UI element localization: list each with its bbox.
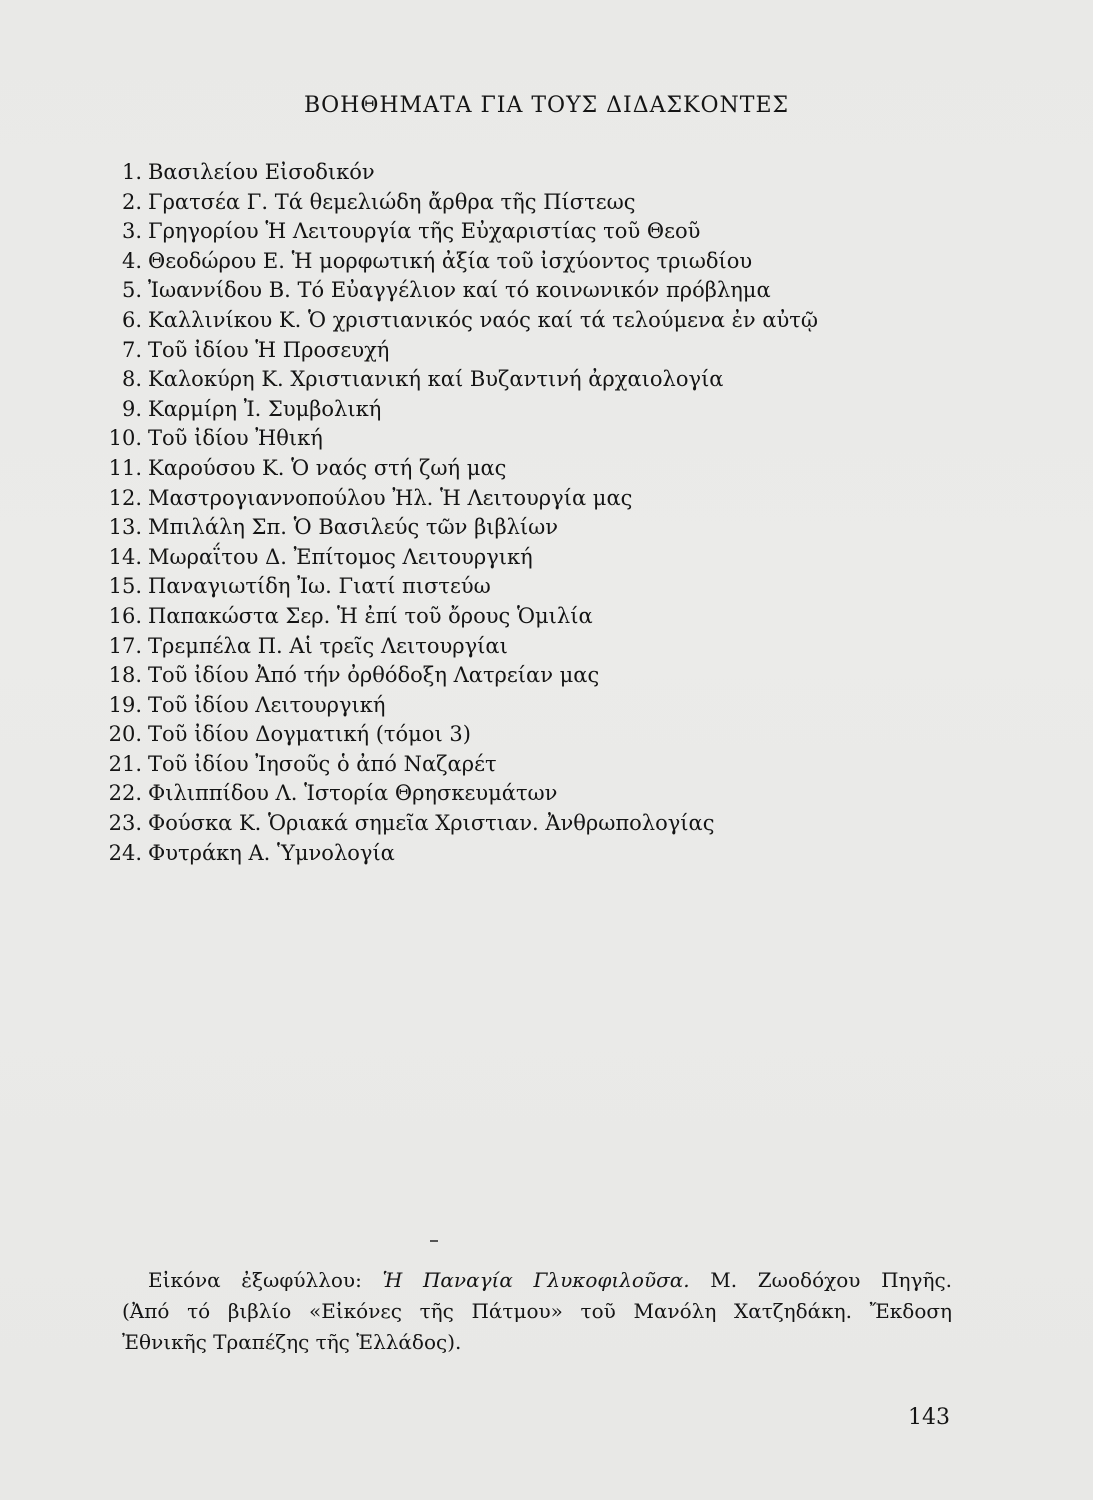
item-text: Τρεμπέλα Π. Αἱ τρεῖς Λειτουργίαι [148,633,508,658]
item-number: 6. [121,307,142,332]
item-number: 19. [108,692,142,717]
item-text: Τοῦ ἰδίου Ἠθική [148,426,323,451]
item-number: 18. [108,663,142,688]
item-number: 14. [108,544,142,569]
item-number: 22. [108,781,142,806]
item-text: Καλοκύρη Κ. Χριστιανική καί Βυζαντινή ἀρχαιολογία [148,367,724,392]
list-item [100,365,1000,395]
item-text: Μπιλάλη Σπ. Ὁ Βασιλεύς τῶν βιβλίων [148,515,559,540]
list-item [100,779,1000,809]
caption-line-3: Ἐθνικῆς Τραπέζης τῆς Ἑλλάδος). [122,1330,462,1354]
list-item [100,602,1000,632]
page-number: 143 [908,1405,950,1430]
item-text: Μωραΐτου Δ. Ἐπίτομος Λειτουργική [148,544,533,569]
item-number: 21. [108,751,142,776]
list-item [100,750,1000,780]
caption-rest: Μ. Ζωοδόχου Πηγῆς. [689,1268,952,1292]
item-text: Μαστρογιαννοπούλου Ἠλ. Ἡ Λειτουργία μας [148,485,633,510]
list-item [100,188,1000,218]
item-number: 17. [108,633,142,658]
item-text: Φιλιππίδου Λ. Ἱστορία Θρησκευμάτων [148,781,558,806]
list-item [100,306,1000,336]
list-item [100,572,1000,602]
list-item [100,217,1000,247]
item-number: 12. [108,485,142,510]
reference-list [100,158,1000,868]
list-item [100,543,1000,573]
item-text: Φυτράκη Α. Ὑμνολογία [148,840,395,865]
list-item [100,809,1000,839]
item-text: Ἰωαννίδου Β. Τό Εὐαγγέλιον καί τό κοινωνικόν πρόβλημα [148,278,771,303]
list-item [100,395,1000,425]
item-number: 10. [108,426,142,451]
item-text: Καρούσου Κ. Ὁ ναός στή ζωή μας [148,455,507,480]
item-number: 9. [121,396,142,421]
item-number: 1. [121,160,142,184]
caption-icon-title: Ἡ Παναγία Γλυκοφιλοῦσα. [382,1268,690,1292]
item-text: Τοῦ ἰδίου Ἰησοῦς ὁ ἀπό Ναζαρέτ [148,751,497,776]
item-number: 15. [108,574,142,599]
item-text: Τοῦ ἰδίου Ἡ Προσευχή [148,337,390,362]
item-text: Τοῦ ἰδίου Λειτουργική [148,692,386,717]
item-text: Τοῦ ἰδίου Ἀπό τήν ὀρθόδοξη Λατρείαν μας [148,663,600,688]
item-number: 8. [121,367,142,392]
list-item [100,720,1000,750]
separator-mark [430,1240,438,1242]
item-number: 24. [108,840,142,865]
caption-lead: Εἰκόνα ἐξωφύλλου: [148,1268,383,1292]
list-item [100,839,1000,869]
list-item [100,661,1000,691]
list-item [100,632,1000,662]
item-text: Βασιλείου Εἰσοδικόν [148,160,375,184]
list-item [100,158,1000,188]
page-title: ΒΟΗΘΗΜΑΤΑ ΓΙΑ ΤΟΥΣ ΔΙΔΑΣΚΟΝΤΕΣ [303,93,790,118]
item-text: Γρατσέα Γ. Τά θεμελιώδη ἄρθρα τῆς Πίστεως [148,189,636,214]
item-text: Τοῦ ἰδίου Δογματική (τόμοι 3) [148,722,471,747]
item-number: 2. [121,189,142,214]
item-text: Καρμίρη Ἰ. Συμβολική [148,396,382,421]
item-text: Παναγιωτίδη Ἰω. Γιατί πιστεύω [148,574,491,599]
list-item [100,247,1000,277]
item-text: Φούσκα Κ. Ὁριακά σημεῖα Χριστιαν. Ἀνθρωπολογίας [148,811,715,836]
cover-caption [122,1265,952,1358]
list-item [100,454,1000,484]
list-item [100,336,1000,366]
item-text: Γρηγορίου Ἡ Λειτουργία τῆς Εὐχαριστίας τοῦ Θεοῦ [148,219,701,244]
item-number: 7. [121,337,142,362]
list-item [100,484,1000,514]
list-item [100,691,1000,721]
list-item [100,276,1000,306]
item-number: 16. [108,603,142,628]
item-number: 4. [121,248,142,273]
list-item [100,513,1000,543]
item-text: Παπακώστα Σερ. Ἡ ἐπί τοῦ ὄρους Ὁμιλία [148,603,593,628]
item-number: 23. [108,811,142,836]
item-number: 3. [121,219,142,244]
item-number: 20. [108,722,142,747]
caption-line-1 [122,1265,952,1296]
caption-line-2: (Ἀπό τό βιβλίο «Εἰκόνες τῆς Πάτμου» τοῦ Μανόλη Χατζηδάκη. Ἔκδοση [122,1299,952,1323]
item-number: 11. [108,455,142,480]
list-item [100,424,1000,454]
item-text: Καλλινίκου Κ. Ὁ χριστιανικός ναός καί τά τελούμενα ἐν αὐτῷ [148,307,819,332]
item-text: Θεοδώρου Ε. Ἡ μορφωτική ἀξία τοῦ ἰσχύοντος τριωδίου [148,248,753,273]
item-number: 13. [108,515,142,540]
item-number: 5. [121,278,142,303]
